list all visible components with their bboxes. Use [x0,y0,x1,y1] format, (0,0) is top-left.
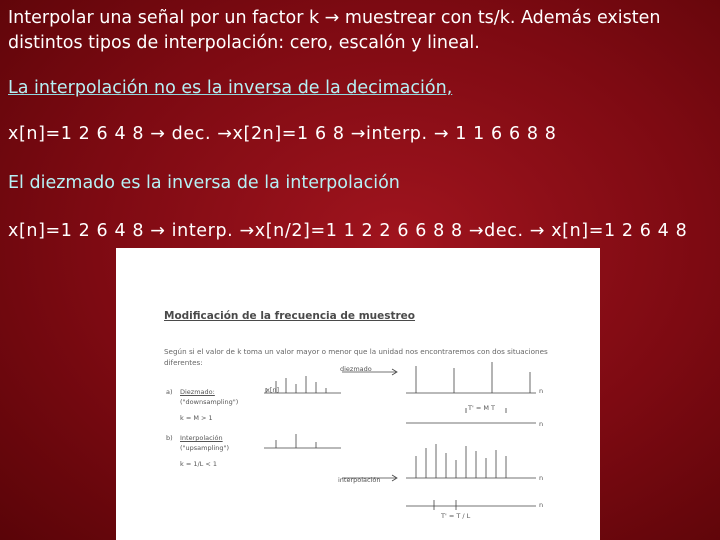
item-a-letter: a) [166,388,173,396]
axis-n-label-1: n [539,387,544,395]
axis-n-label-3: n [539,474,544,482]
plot-label-xn: x[n] [266,386,280,394]
plot-label-diezmado: diezmado [340,365,372,373]
item-a-english: ("downsampling") [180,398,239,406]
intro-line-2: distintos tipos de interpolación: cero, escalón y lineal. [8,33,480,53]
example-decimation-then-interpolation: x[n]=1 2 6 4 8 → dec. →x[2n]=1 6 8 →interp. → 1 1 6 6 8 8 [8,124,557,144]
heading-decimation-is-inverse: El diezmado es la inversa de la interpolación [8,173,400,193]
intro-line-1: Interpolar una señal por un factor k → muestrear con ts/k. Además existen [8,8,661,28]
item-b-formula: k = 1/L < 1 [180,460,218,468]
figure-description: Según si el valor de k toma un valor mayor o menor que la unidad nos encontraremos con dos situaciones diferentes: [164,347,548,367]
axis-n-label-4: n [539,501,544,509]
item-a-name: Diezmado: [180,388,215,396]
sampling-rate-figure [116,248,600,540]
plot-period-interpolation: T' = T / L [441,512,471,520]
axis-n-label-2: n [539,420,544,428]
figure-title: Modificación de la frecuencia de muestreo [164,310,416,322]
sampling-diagrams [116,248,600,540]
heading-interpolation-not-inverse: La interpolación no es la inversa de la decimación, [8,78,453,98]
plot-label-interpolacion: interpolación [338,476,381,484]
item-b-name: Interpolación [180,434,223,442]
plot-period-decimation: T' = M T [468,404,495,412]
item-b-letter: b) [166,434,173,442]
item-b-english: ("upsampling") [180,444,229,452]
example-interpolation-then-decimation: x[n]=1 2 6 4 8 → interp. →x[n/2]=1 1 2 2 6 6 8 8 →dec. → x[n]=1 2 6 4 8 [8,221,688,241]
item-a-formula: k = M > 1 [180,414,213,422]
